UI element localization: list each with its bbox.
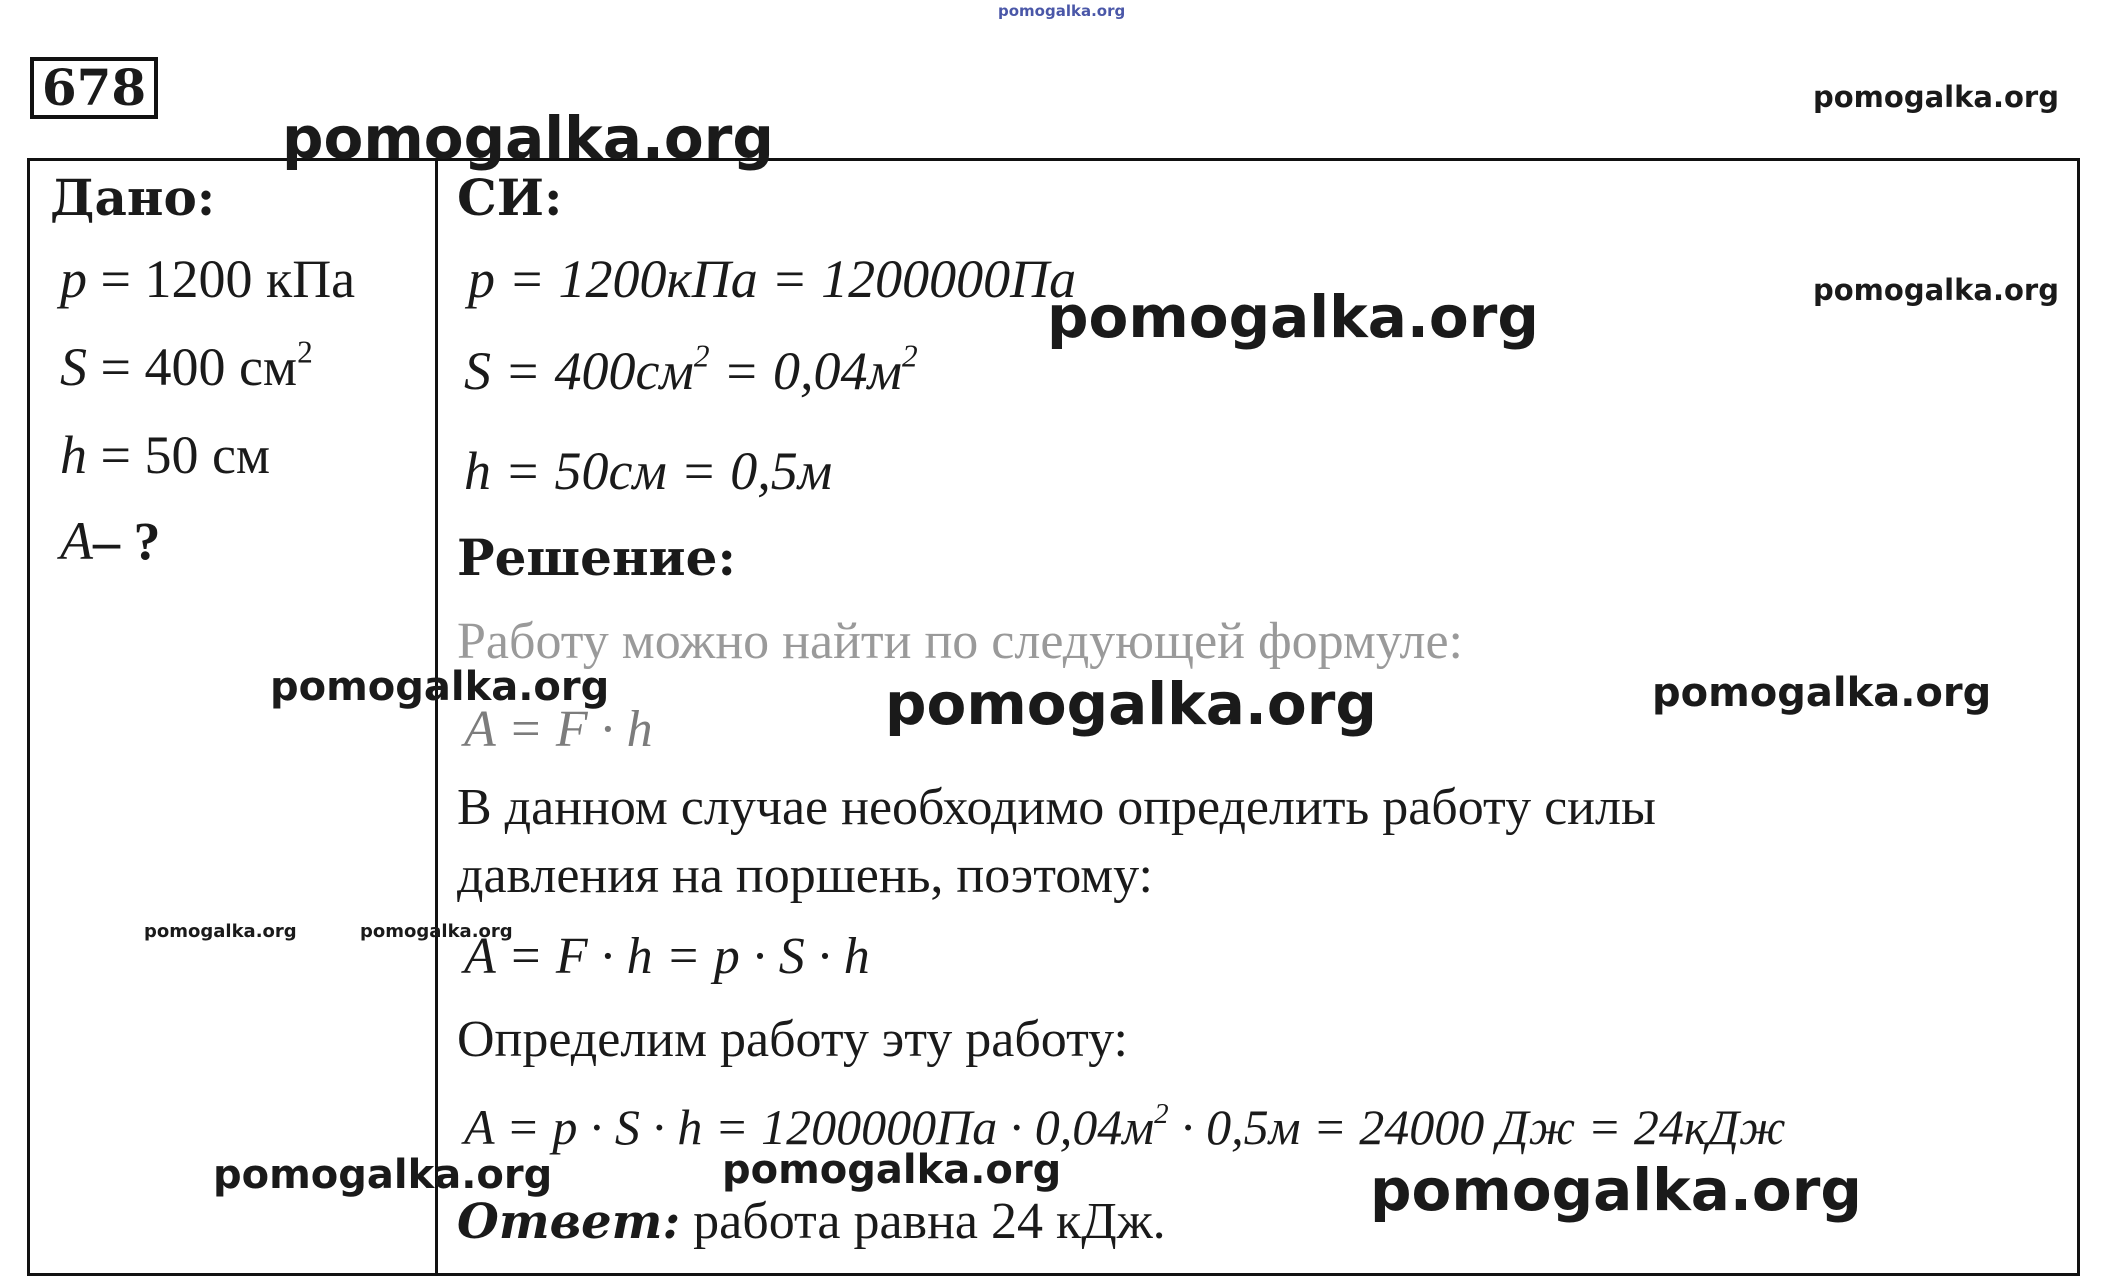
given-line-unknown	[60, 510, 161, 572]
watermark: pomogalka.org	[1813, 80, 2059, 114]
given-symbol: h	[60, 425, 87, 485]
given-line-height	[60, 424, 270, 486]
watermark: pomogalka.org	[360, 921, 513, 942]
formula-3-part2: · 0,5м = 24000 Дж = 24кДж	[1168, 1099, 1786, 1155]
solution-text-1: Работу можно найти по следующей формуле:	[457, 613, 1463, 670]
watermark: pomogalka.org	[722, 1147, 1062, 1193]
si-area-part1: S = 400см	[464, 341, 694, 401]
given-symbol: A	[60, 511, 93, 571]
answer-text: работа равна 24 кДж.	[680, 1193, 1166, 1250]
answer-line	[457, 1192, 1166, 1251]
solution-text-3: Определим работу эту работу:	[457, 1011, 1128, 1068]
si-line-height: h = 50см = 0,5м	[464, 441, 833, 501]
watermark: pomogalka.org	[1652, 670, 1992, 716]
si-header: СИ:	[457, 168, 563, 227]
given-value: = 1200 кПа	[87, 249, 356, 309]
watermark: pomogalka.org	[270, 664, 610, 710]
given-line-area	[60, 336, 313, 398]
si-line-pressure: p = 1200кПа = 1200000Па	[468, 249, 1077, 309]
given-line-pressure	[60, 248, 355, 310]
watermark: pomogalka.org	[213, 1152, 553, 1198]
watermark-top: pomogalka.org	[998, 2, 1126, 20]
given-header: Дано:	[50, 168, 216, 227]
formula-1: A = F · h	[464, 701, 653, 758]
column-divider	[435, 158, 438, 1276]
si-area-exp1: 2	[693, 338, 710, 374]
si-line-area	[464, 340, 918, 402]
formula-3-exponent: 2	[1154, 1098, 1169, 1131]
watermark: pomogalka.org	[144, 921, 297, 942]
problem-number: 678	[30, 57, 158, 119]
solution-header: Решение:	[457, 528, 736, 587]
solution-text-2a: В данном случае необходимо определить работу силы	[457, 779, 1656, 836]
given-symbol: S	[60, 337, 87, 397]
solution-text-2b: давления на поршень, поэтому:	[457, 847, 1153, 904]
given-value: = 400 см	[87, 337, 298, 397]
watermark: pomogalka.org	[282, 104, 774, 172]
formula-3-part1: A = p · S · h = 1200000Па · 0,04м	[464, 1099, 1155, 1155]
watermark: pomogalka.org	[885, 670, 1377, 738]
given-symbol: p	[60, 249, 87, 309]
given-exponent: 2	[297, 334, 313, 370]
watermark: pomogalka.org	[1047, 283, 1539, 351]
watermark: pomogalka.org	[1813, 273, 2059, 307]
si-area-part2: = 0,04м	[709, 341, 902, 401]
watermark: pomogalka.org	[1370, 1156, 1862, 1224]
given-value: – ?	[93, 511, 161, 571]
formula-2: A = F · h = p · S · h	[464, 928, 870, 985]
answer-label: Ответ:	[457, 1194, 681, 1250]
formula-3	[464, 1098, 1786, 1156]
si-area-exp2: 2	[901, 338, 918, 374]
given-value: = 50 см	[87, 425, 271, 485]
